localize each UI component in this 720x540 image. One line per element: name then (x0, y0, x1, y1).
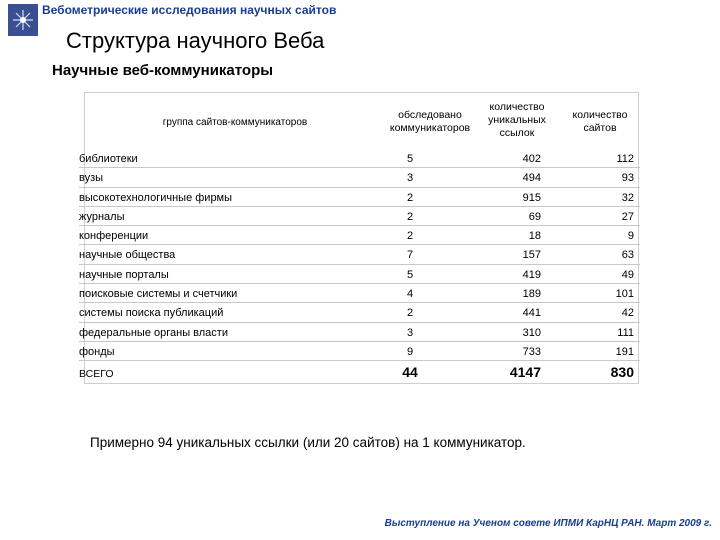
row-links: 733 (522, 345, 541, 358)
row-links: 157 (522, 249, 541, 262)
row-name: системы поиска публикаций (79, 307, 224, 320)
row-links: 189 (522, 288, 541, 301)
header-group: группа сайтов-коммуникаторов (162, 117, 308, 128)
row-name: научные порталы (79, 268, 169, 281)
table-row (79, 149, 640, 168)
row-name: высокотехнологичные фирмы (79, 191, 233, 204)
row-surveyed: 3 (406, 326, 414, 339)
row-sites: 27 (621, 210, 634, 223)
institute-logo (8, 4, 38, 36)
table-row (79, 168, 640, 187)
table-row (79, 284, 640, 303)
row-sites: 42 (621, 307, 634, 320)
row-surveyed: 9 (406, 345, 414, 358)
row-name: федеральные органы власти (79, 326, 228, 339)
total-links: 4147 (509, 364, 541, 381)
row-surveyed: 2 (406, 210, 414, 223)
row-sites: 101 (615, 288, 634, 301)
row-sites: 93 (621, 172, 634, 185)
header-unique-links: количество уникальных ссылок (488, 101, 546, 139)
row-surveyed: 3 (406, 172, 414, 185)
summary-note: Примерно 94 уникальных ссылки (или 20 сайтов) на 1 коммуникатор. (90, 435, 526, 450)
row-name: конференции (79, 230, 149, 243)
row-name: научные общества (79, 249, 176, 262)
row-sites: 32 (621, 191, 634, 204)
row-links: 419 (522, 268, 541, 281)
communicators-table (79, 92, 639, 384)
row-sites: 112 (616, 153, 634, 165)
row-name: журналы (79, 210, 125, 223)
row-surveyed: 4 (406, 288, 414, 301)
row-name: фонды (79, 345, 115, 358)
table-row (79, 342, 640, 361)
footer-caption: Выступление на Ученом совете ИПМИ КарНЦ РАН. Март 2009 г. (384, 518, 712, 529)
total-surveyed: 44 (402, 364, 418, 381)
row-links: 402 (522, 153, 541, 165)
row-name: вузы (79, 172, 104, 185)
page-subtitle: Научные веб-коммуникаторы (52, 62, 274, 79)
row-surveyed: 5 (406, 268, 414, 281)
table-header (85, 93, 638, 147)
row-links: 494 (522, 172, 541, 185)
row-name: поисковые системы и счетчики (79, 288, 238, 301)
row-surveyed: 2 (406, 230, 414, 243)
row-surveyed: 2 (406, 191, 414, 204)
page-title: Структура научного Веба (66, 28, 325, 53)
table-row (79, 245, 640, 264)
table-row (79, 265, 640, 284)
row-name: библиотеки (79, 153, 138, 165)
header-surveyed: обследовано коммуникаторов (389, 109, 471, 134)
row-links: 69 (528, 210, 541, 223)
row-surveyed: 5 (406, 153, 414, 165)
row-surveyed: 2 (406, 307, 414, 320)
row-sites: 63 (621, 249, 634, 262)
header-title: Вебометрические исследования научных сайтов (42, 3, 337, 17)
network-star-icon (8, 4, 38, 36)
row-links: 441 (522, 307, 541, 320)
table-row (79, 303, 640, 322)
row-sites: 9 (627, 230, 634, 243)
table-row (79, 207, 640, 226)
row-sites: 191 (615, 345, 634, 358)
table-row (79, 226, 640, 245)
row-surveyed: 7 (406, 249, 414, 262)
row-sites: 111 (617, 326, 634, 339)
row-links: 310 (522, 326, 541, 339)
row-links: 18 (528, 230, 541, 243)
table-total-row (79, 361, 640, 383)
table-body (79, 149, 640, 383)
table-row (79, 188, 640, 207)
total-label: ВСЕГО (79, 368, 114, 381)
table-row (79, 323, 640, 342)
total-sites: 830 (610, 364, 634, 381)
header-sites: количество сайтов (572, 109, 628, 134)
row-sites: 49 (621, 268, 634, 281)
row-links: 915 (522, 191, 541, 204)
